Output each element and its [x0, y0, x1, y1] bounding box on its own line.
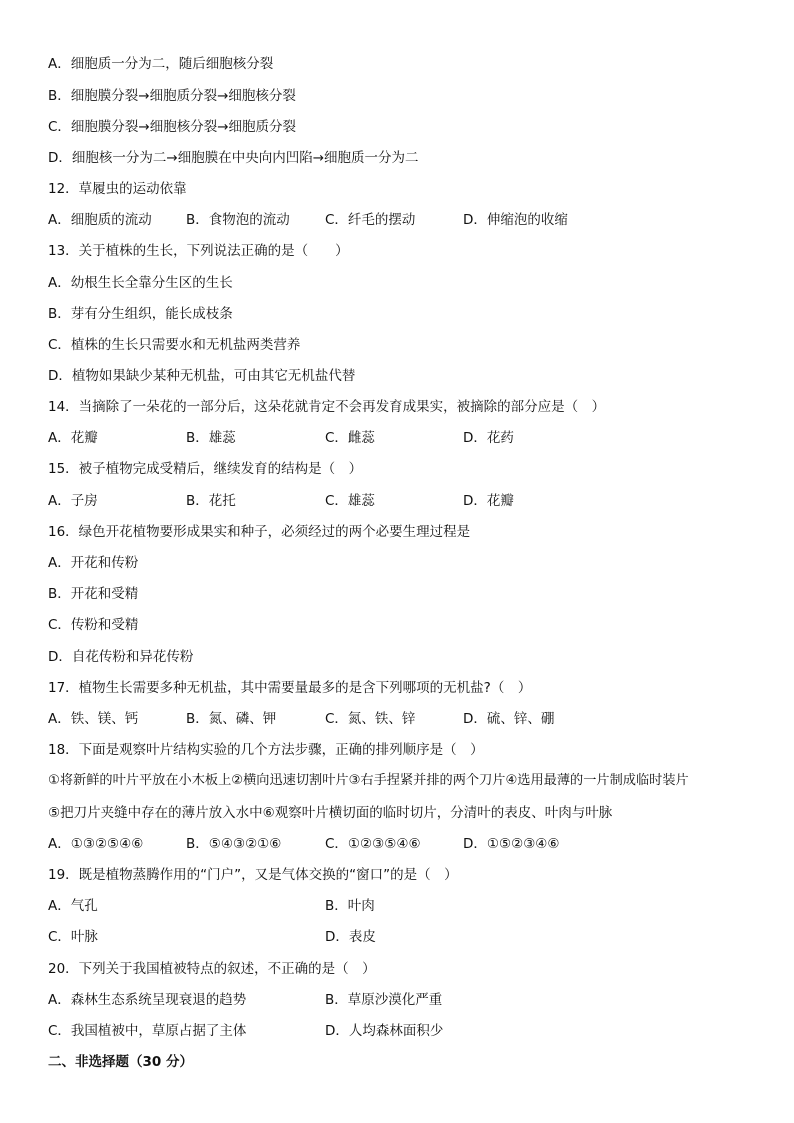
q17-option-b: B．氮、磷、钾 — [186, 711, 277, 727]
q11-option-a: A．细胞质一分为二，随后细胞核分裂 — [48, 56, 274, 72]
q11-option-d: D．细胞核一分为二→细胞膜在中央向内凹陷→细胞质一分为二 — [48, 150, 419, 166]
q20-option-c: C．我国植被中，草原占据了主体 — [48, 1023, 247, 1039]
q15-option-d: D．花瓣 — [463, 493, 514, 509]
q20-option-a: A．森林生态系统呈现衰退的趋势 — [48, 992, 247, 1008]
q19-option-d: D．表皮 — [325, 929, 376, 945]
q16-stem: 16．绿色开花植物要形成果实和种子，必须经过的两个必要生理过程是 — [48, 524, 471, 540]
q13-option-b: B．芽有分生组织，能长成枝条 — [48, 306, 233, 322]
q15-stem: 15．被子植物完成受精后，继续发育的结构是（ ） — [48, 461, 363, 477]
q15-option-a: A．子房 — [48, 493, 98, 509]
q18-stem: 18．下面是观察叶片结构实验的几个方法步骤，正确的排列顺序是（ ） — [48, 742, 484, 758]
q12-option-c: C．纤毛的摆动 — [325, 212, 416, 228]
q11-option-c: C．细胞膜分裂→细胞核分裂→细胞质分裂 — [48, 119, 297, 135]
q18-steps-line-2: ⑤把刀片夹缝中存在的薄片放入水中⑥观察叶片横切面的临时切片，分清叶的表皮、叶肉与叶脉 — [48, 805, 613, 821]
q11-option-b: B．细胞膜分裂→细胞质分裂→细胞核分裂 — [48, 88, 296, 104]
q18-option-d: D．①⑤②③④⑥ — [463, 836, 560, 852]
q18-steps-line-1: ①将新鲜的叶片平放在小木板上②横向迅速切割叶片③右手捏紧并排的两个刀片④选用最薄的一片制成临时装片 — [48, 773, 689, 788]
q17-stem: 17．植物生长需要多种无机盐，其中需要量最多的是含下列哪项的无机盐?（ ） — [48, 680, 532, 696]
q12-option-a: A．细胞质的流动 — [48, 212, 152, 228]
section-heading: 二、非选择题（30 分） — [48, 1054, 193, 1070]
q15-option-c: C．雄蕊 — [325, 493, 375, 509]
q16-option-c: C．传粉和受精 — [48, 617, 139, 633]
q13-stem: 13．关于植株的生长，下列说法正确的是（ ） — [48, 243, 349, 259]
q19-option-a: A．气孔 — [48, 898, 98, 914]
q18-option-c: C．①②③⑤④⑥ — [325, 836, 421, 852]
q19-option-c: C．叶脉 — [48, 929, 98, 945]
q18-option-b: B．⑤④③②①⑥ — [186, 836, 282, 852]
q16-option-d: D．自花传粉和异花传粉 — [48, 649, 194, 665]
q19-option-b: B．叶肉 — [325, 898, 375, 914]
q17-option-a: A．铁、镁、钙 — [48, 711, 139, 727]
q14-option-a: A．花瓣 — [48, 430, 98, 446]
q12-option-d: D．伸缩泡的收缩 — [463, 212, 568, 228]
q14-option-c: C．雌蕊 — [325, 430, 375, 446]
q14-option-d: D．花药 — [463, 430, 514, 446]
q13-option-a: A．幼根生长全靠分生区的生长 — [48, 275, 233, 291]
q20-option-d: D．人均森林面积少 — [325, 1023, 444, 1039]
q17-option-c: C．氮、铁、锌 — [325, 711, 416, 727]
q20-stem: 20．下列关于我国植被特点的叙述，不正确的是（ ） — [48, 961, 376, 977]
q14-stem: 14．当摘除了一朵花的一部分后，这朵花就肯定不会再发育成果实，被摘除的部分应是（ ） — [48, 399, 606, 415]
q12-stem: 12．草履虫的运动依靠 — [48, 181, 187, 197]
q13-option-c: C．植株的生长只需要水和无机盐两类营养 — [48, 337, 301, 353]
q15-option-b: B．花托 — [186, 493, 236, 509]
q16-option-a: A．开花和传粉 — [48, 555, 139, 571]
q13-option-d: D．植物如果缺少某种无机盐，可由其它无机盐代替 — [48, 368, 356, 384]
q19-stem: 19．既是植物蒸腾作用的“门户”，又是气体交换的“窗口”的是（ ） — [48, 867, 458, 883]
q14-option-b: B．雄蕊 — [186, 430, 236, 446]
q17-option-d: D．硫、锌、硼 — [463, 711, 555, 727]
q16-option-b: B．开花和受精 — [48, 586, 139, 602]
q20-option-b: B．草原沙漠化严重 — [325, 992, 443, 1008]
q18-option-a: A．①③②⑤④⑥ — [48, 836, 144, 852]
q12-option-b: B．食物泡的流动 — [186, 212, 290, 228]
